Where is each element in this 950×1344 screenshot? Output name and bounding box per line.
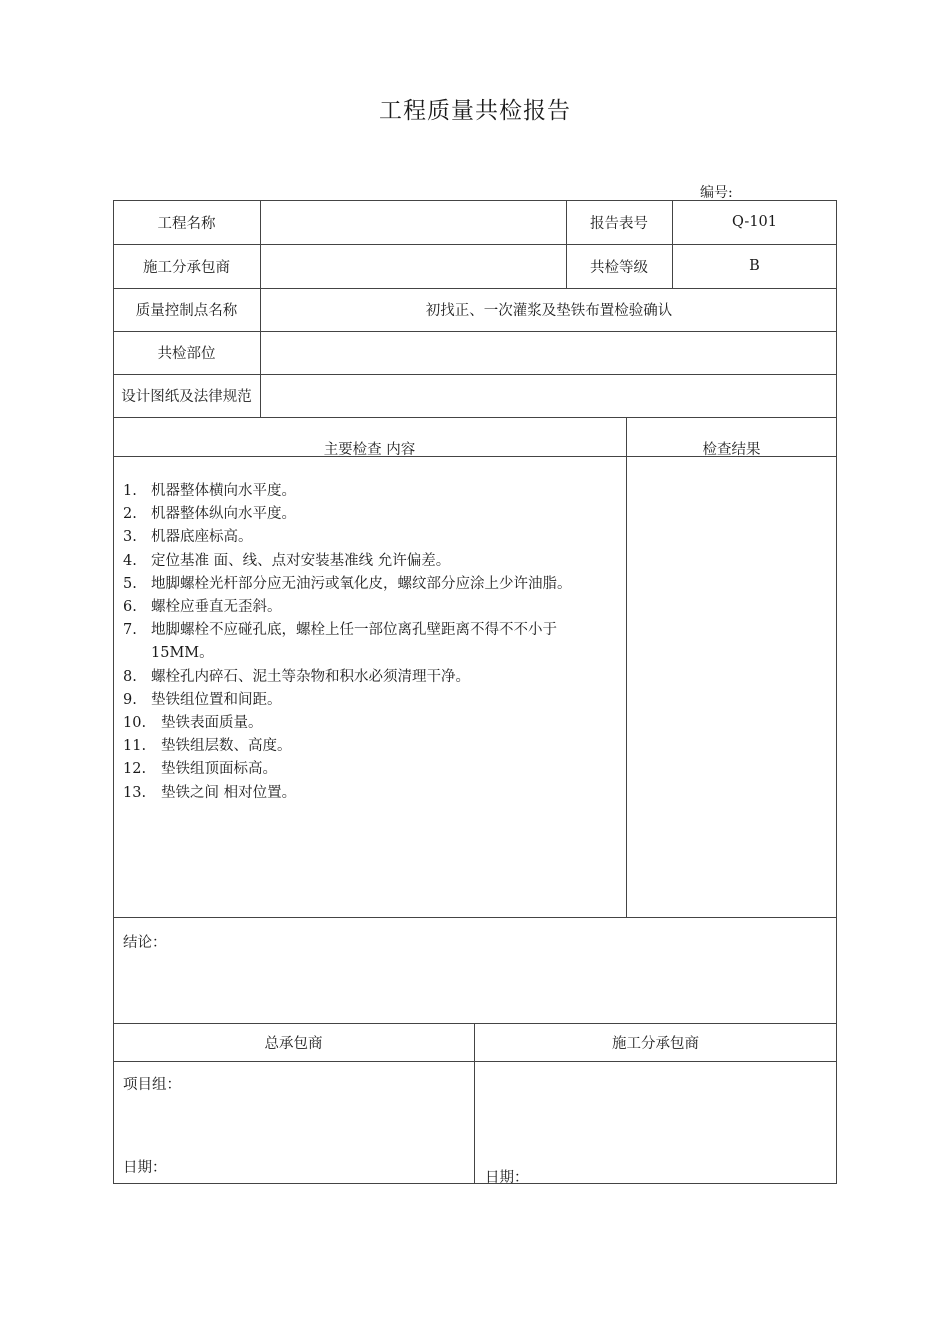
inspection-result-area[interactable] [627, 457, 836, 916]
control-point-label: 质量控制点名称 [135, 303, 238, 319]
subcontractor-sign-header: 施工分承包商 [612, 1035, 699, 1052]
inspection-item-list [123, 480, 613, 805]
conclusion-label: 结论： [123, 935, 167, 951]
list-item [123, 596, 613, 619]
item-text: 定位基准 面、线、点对安装基准线 允许偏差。 [151, 552, 451, 569]
inspection-level-value[interactable]: B [749, 258, 760, 274]
item-number: 5. [123, 575, 137, 592]
report-title: 工程质量共检报告 [379, 98, 571, 124]
conclusion-area[interactable] [114, 955, 836, 1022]
item-text: 垫铁组层数、高度。 [161, 738, 292, 755]
drawings-standards-label: 设计图纸及法律规范 [121, 389, 252, 405]
list-item [123, 666, 613, 689]
date-label-left: 日期： [123, 1160, 167, 1176]
list-item [123, 503, 613, 526]
item-number: 2. [123, 506, 137, 523]
subcontractor-label: 施工分承包商 [143, 259, 230, 276]
serial-number-label: 编号: [700, 185, 733, 201]
list-item [123, 735, 613, 758]
item-text: 机器整体纵向水平度。 [151, 506, 296, 523]
item-text: 垫铁组位置和间距。 [151, 691, 282, 708]
list-item [123, 782, 613, 805]
item-number: 3. [123, 529, 137, 546]
project-name-value[interactable] [261, 200, 566, 244]
item-number: 4. [123, 552, 137, 569]
item-text: 垫铁表面质量。 [161, 715, 263, 732]
list-item [123, 758, 613, 781]
item-number: 11. [123, 738, 147, 755]
item-number: 7. [123, 622, 137, 639]
report-number-value[interactable]: Q-101 [732, 214, 777, 230]
item-number: 13. [123, 784, 147, 801]
item-number: 1. [123, 483, 137, 499]
row-divider [113, 917, 837, 918]
date-label-right: 日期： [485, 1170, 529, 1186]
item-text: 螺栓应垂直无歪斜。 [151, 599, 282, 616]
inspection-result-header: 检查结果 [702, 441, 761, 458]
list-item [123, 526, 613, 549]
list-item [123, 573, 613, 596]
item-text: 螺栓孔内碎石、泥土等杂物和积水必须清理干净。 [151, 668, 470, 685]
item-text: 机器底座标高。 [151, 529, 253, 546]
item-text: 地脚螺栓光杆部分应无油污或氧化皮，螺纹部分应涂上少许油脂。 [151, 575, 572, 592]
item-number: 8. [123, 668, 137, 685]
project-name-label: 工程名称 [157, 215, 216, 232]
list-item [123, 550, 613, 573]
list-item [123, 480, 613, 503]
inspection-level-label: 共检等级 [590, 259, 648, 276]
item-number: 10. [123, 715, 147, 732]
inspection-location-value[interactable] [261, 331, 837, 374]
report-number-label: 报告表号 [590, 215, 648, 232]
item-text: 地脚螺栓不应碰孔底，螺栓上任一部位离孔壁距离不得不不小于15MM。 [151, 622, 557, 662]
item-number: 9. [123, 691, 137, 708]
item-number: 12. [123, 761, 147, 778]
project-team-label: 项目组： [123, 1077, 181, 1093]
list-item [123, 689, 613, 712]
list-item [123, 712, 613, 735]
control-point-value[interactable]: 初找正、一次灌浆及垫铁布置检验确认 [425, 303, 673, 319]
row-divider [113, 1061, 837, 1062]
list-item [123, 619, 613, 665]
subcontractor-value[interactable] [261, 244, 566, 288]
drawings-standards-value[interactable] [261, 374, 837, 417]
inspection-location-label: 共检部位 [157, 346, 216, 362]
item-text: 机器整体横向水平度。 [151, 483, 296, 499]
item-text: 垫铁组顶面标高。 [161, 761, 277, 778]
item-number: 6. [123, 599, 137, 616]
row-divider [113, 417, 837, 418]
inspection-content-header: 主要检查 内容 [323, 441, 416, 458]
general-contractor-header: 总承包商 [264, 1035, 323, 1052]
item-text: 垫铁之间 相对位置。 [161, 784, 297, 801]
